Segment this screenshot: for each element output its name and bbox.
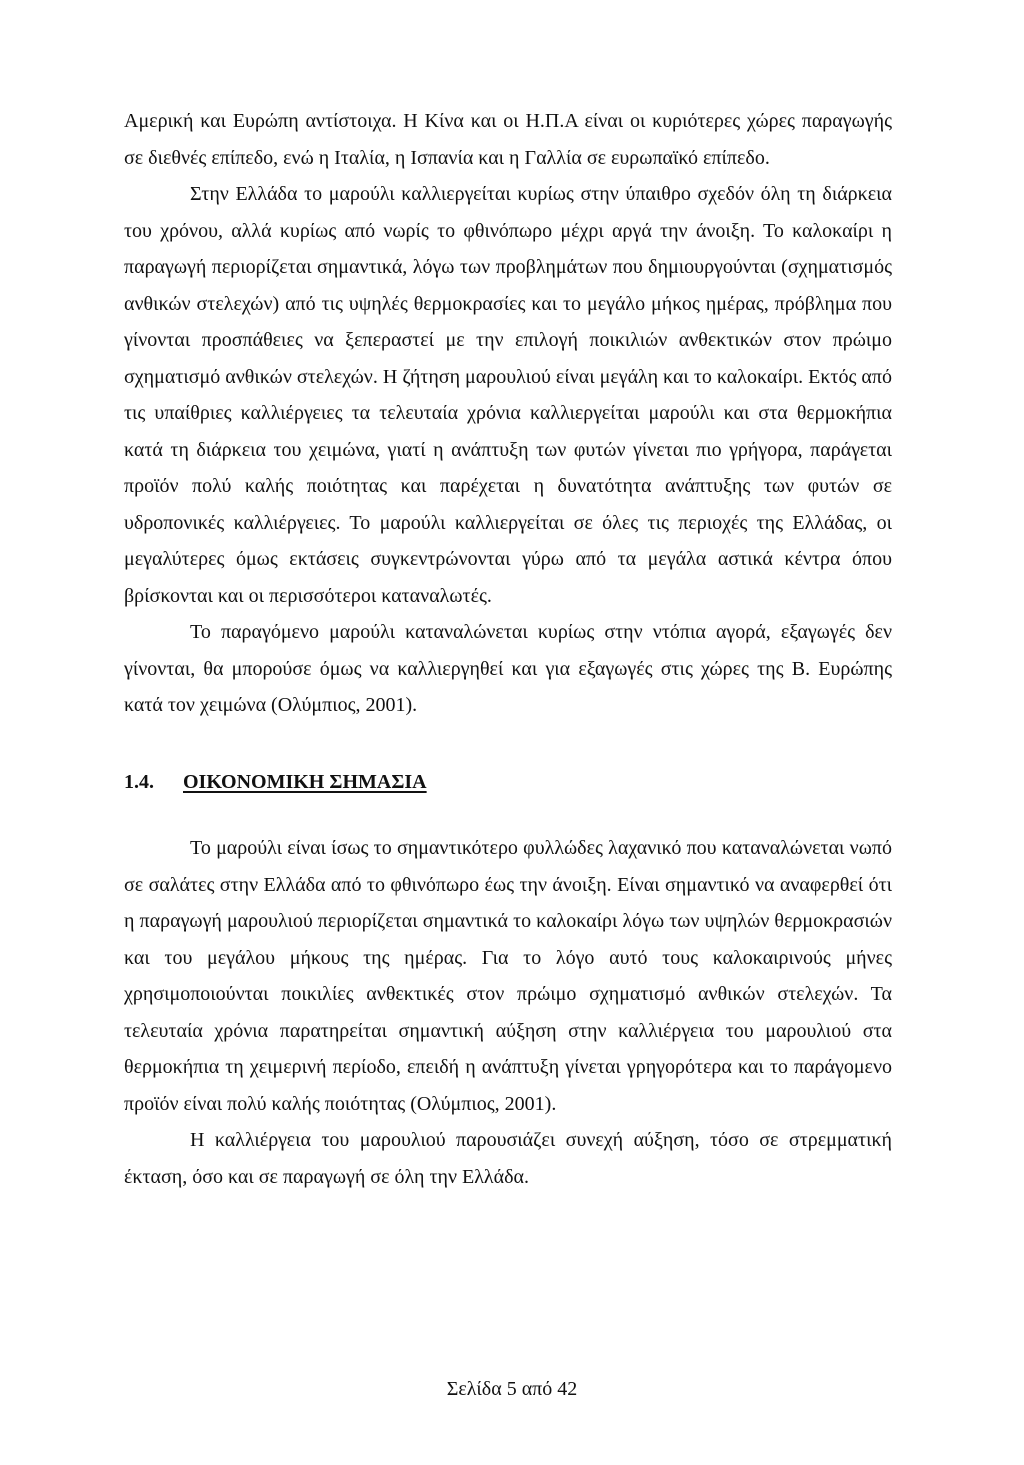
paragraph-growth: Η καλλιέργεια του μαρουλιού παρουσιάζει συνεχή αύξηση, τόσο σε στρεμματική έκταση, όσο και σε παραγωγή σε όλη την Ελλάδα.: [124, 1129, 892, 1188]
paragraph-greece-cultivation: Στην Ελλάδα το μαρούλι καλλιεργείται κυρίως στην ύπαιθρο σχεδόν όλη τη διάρκεια του χρόνου, αλλά κυρίως από νωρίς το φθινόπωρο μέχρι αργά την άνοιξη. Το καλοκαίρι η παραγωγή περιορίζεται σημαντικά, λόγω των προβλημάτων που δημιουργούνται (σχηματισμός ανθικών στελεχών) από τις υψηλές θερμοκρασίες και το μεγάλο μήκος ημέρας, πρόβλημα που γίνονται προσπάθειες να ξεπεραστεί με την επιλογή ποικιλιών ανθεκτικών στον πρώιμο σχηματισμό ανθικών στελεχών. Η ζήτηση μαρουλιού είναι μεγάλη και το καλοκαίρι. Εκτός από τις υπαίθριες καλλιέργειες τα τελευταία χρόνια καλλιεργείται μαρούλι και στα θερμοκήπια κατά τη διάρκεια του χειμώνα, γιατί η ανάπτυξη των φυτών γίνεται πιο γρήγορα, παράγεται προϊόν πολύ καλής ποιότητας και παρέχεται η δυνατότητα ανάπτυξης των φυτών σε υδροπονικές καλλιέργειες. Το μαρούλι καλλιεργείται σε όλες τις περιοχές της Ελλάδας, οι μεγαλύτερες όμως εκτάσεις συγκεντρώνονται γύρω από τα μεγάλα αστικά κέντρα όπου βρίσκονται και οι περισσότεροι καταναλωτές.: [124, 183, 892, 607]
page-footer: Σελίδα 5 από 42: [446, 1378, 578, 1400]
section-heading: [124, 764, 892, 801]
paragraph-consumption: Το παραγόμενο μαρούλι καταναλώνεται κυρίως στην ντόπια αγορά, εξαγωγές δεν γίνονται, θα μπορούσε όμως να καλλιεργηθεί και για εξαγωγές στις χώρες της Β. Ευρώπης κατά τον χειμώνα (Ολύμπιος, 2001).: [124, 621, 892, 716]
paragraph-intro: Αμερική και Ευρώπη αντίστοιχα. Η Κίνα και οι Η.Π.Α είναι οι κυριότερες χώρες παραγωγής σε διεθνές επίπεδο, ενώ η Ιταλία, η Ισπανία και η Γαλλία σε ευρωπαϊκό επίπεδο.: [124, 110, 892, 169]
paragraph-economic-importance: Το μαρούλι είναι ίσως το σημαντικότερο φυλλώδες λαχανικό που καταναλώνεται νωπό σε σαλάτες στην Ελλάδα από το φθινόπωρο έως την άνοιξη. Είναι σημαντικό να αναφερθεί ότι η παραγωγή μαρουλιού περιορίζεται σημαντικά το καλοκαίρι λόγω των υψηλών θερμοκρασιών και του μεγάλου μήκους της ημέρας. Για το λόγο αυτό τους καλοκαιρινούς μήνες χρησιμοποιούνται ποικιλίες ανθεκτικές στον πρώιμο σχηματισμό ανθικών στελεχών. Τα τελευταία χρόνια παρατηρείται σημαντική αύξηση στην καλλιέργεια του μαρουλιού στα θερμοκήπια τη χειμερινή περίοδο, επειδή η ανάπτυξη γίνεται γρηγορότερα και το παράγομενο προϊόν είναι πολύ καλής ποιότητας (Ολύμπιος, 2001).: [124, 837, 892, 1115]
page-content: [124, 103, 892, 1195]
section-title: ΟΙΚΟΝΟΜΙΚΗ ΣΗΜΑΣΙΑ: [183, 770, 427, 793]
section-number: 1.4.: [124, 770, 154, 793]
